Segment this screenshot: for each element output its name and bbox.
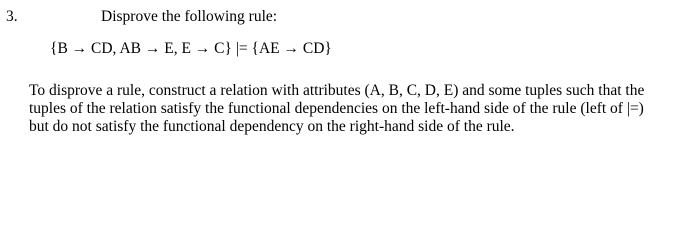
- question-number: 3.: [6, 8, 18, 25]
- explanation-line: To disprove a rule, construct a relation with attributes (A, B, C, D, E) and some tuples such that the: [29, 82, 645, 99]
- explanation-line: tuples of the relation satisfy the functional dependencies on the left-hand side of the rule (left of |=): [29, 100, 644, 117]
- explanation-paragraph: [29, 82, 669, 136]
- explanation-line: but do not satisfy the functional dependency on the right-hand side of the rule.: [29, 118, 515, 135]
- question-heading: Disprove the following rule:: [101, 8, 278, 25]
- inference-rule: {B → CD, AB → E, E → C} |= {AE → CD}: [50, 40, 332, 57]
